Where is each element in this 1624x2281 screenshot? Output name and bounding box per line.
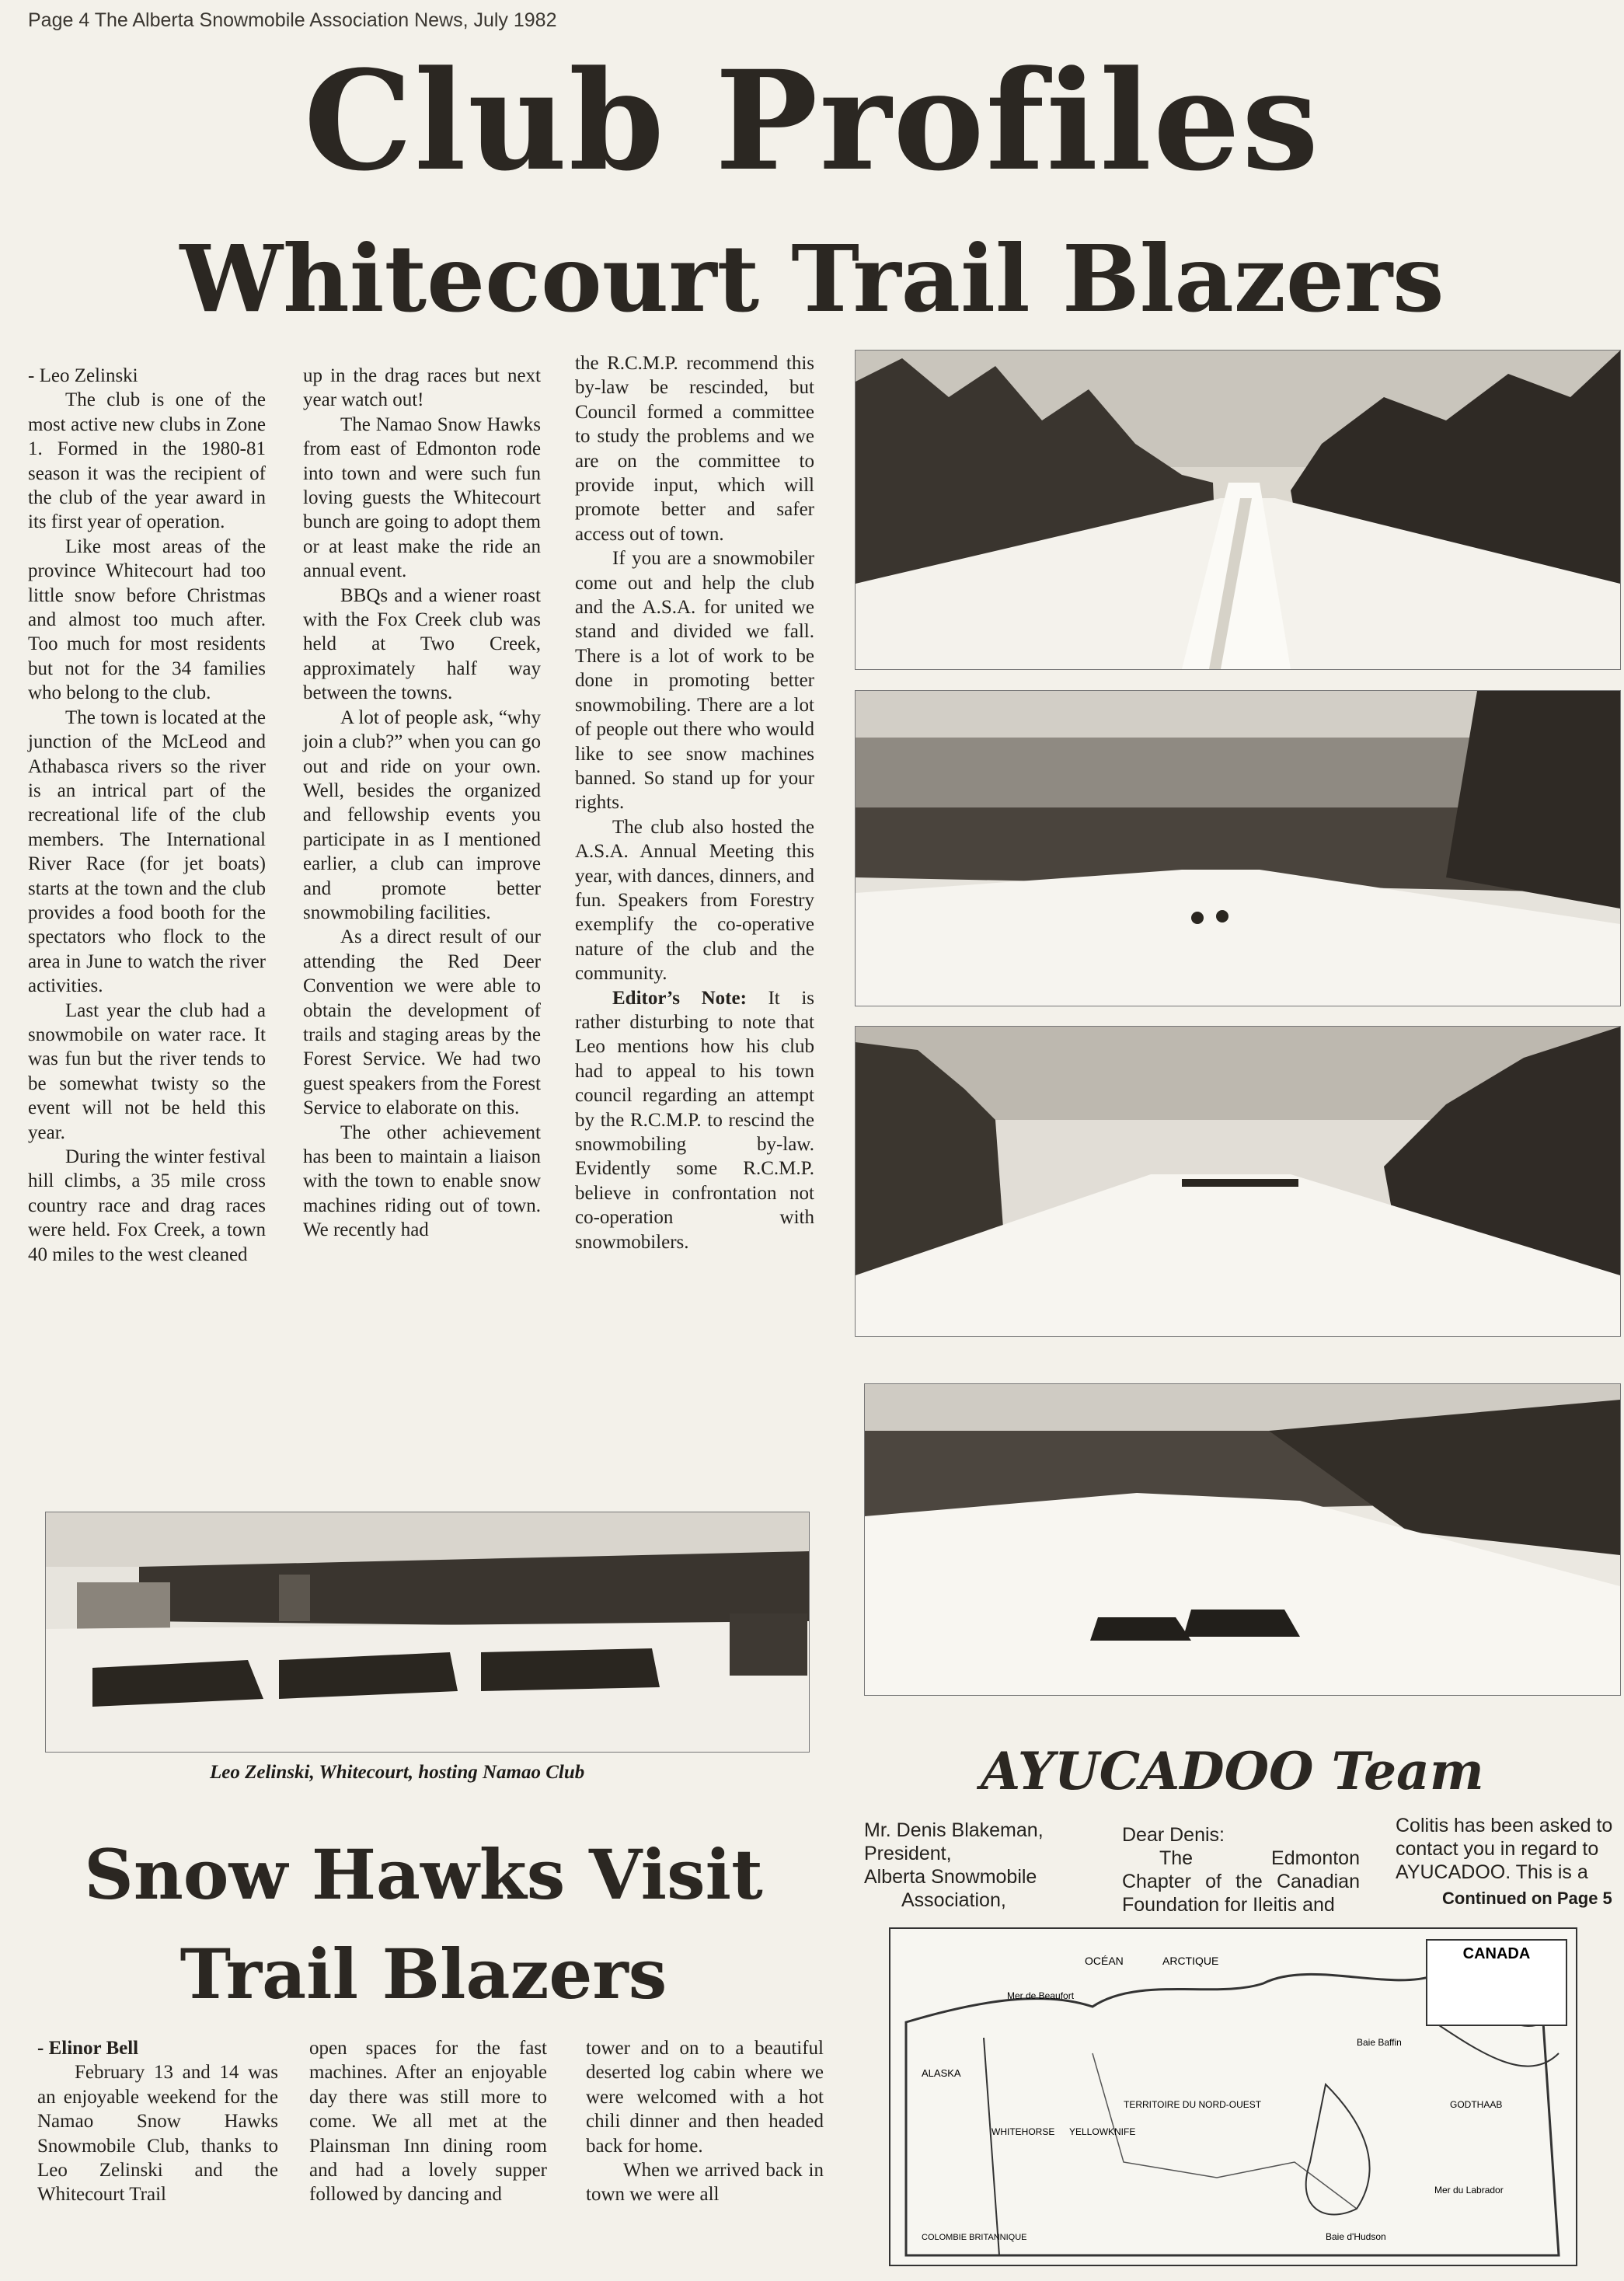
snow-hawks-column-2 [309,2036,547,2207]
paragraph: As a direct result of our attending the Red Deer Convention we were able to obtain the development of trails and staging areas by the Forest Service. We had two guest speakers from the Forest Service to elaborate on this. [303,926,541,1119]
ayucadoo-title: AYUCADOO Team [981,1741,1484,1801]
map-label: Baie Baffin [1357,2037,1402,2048]
paragraph: If you are a snowmobiler come out and help the club and the A.S.A. for united we stand and divided we fall. There is a lot of work to be done in promoting better snowmobiling. There are a lot of people out there who would like to see snow machines banned. So stand up for your rights. [575,548,814,814]
editors-note [575,986,814,1254]
map-label: GODTHAAB [1450,2099,1503,2110]
address-line: Mr. Denis Blakeman, [864,1819,1044,1841]
snowmobile-riders-photo [864,1383,1621,1696]
map-label: COLOMBIE BRITANNIQUE [922,2233,1027,2242]
editors-note-label: Editor’s Note: [612,987,747,1009]
paragraph: open spaces for the fast machines. After an enjoyable day there was still more to come. We all met at the Plainsman Inn dining room and had a lovely supper followed by dancing and [309,2038,547,2206]
snow-hawks-column-3 [586,2036,824,2207]
paragraph: A lot of people ask, “why join a club?” when you can go out and ride on your own. Well, besides the organized and fellowship events you participate in as I mentioned earlier, a club can improve and promote better snowmobiling facilities. [303,706,541,923]
letter-body [1122,1823,1360,1917]
byline: - Leo Zelinski [28,365,138,386]
snow-hawks-column-1 [37,2036,278,2207]
letter-paragraph: Colitis has been asked to contact you in regard to AYUCADOO. This is a [1396,1815,1613,1883]
snow-trail-photo-1 [855,350,1621,670]
paragraph: Like most areas of the province Whitecourt had too little snow before Christmas and almost too much after. Too much for most residents but not for the 34 families who belong to the club. [28,535,266,704]
letter-continuation [1396,1814,1621,1884]
paragraph: When we arrived back in town we were all [586,2160,824,2206]
map-label: ARCTIQUE [1162,1955,1219,1967]
article-column-2 [303,364,541,1243]
address-line: Association, [901,1889,1006,1911]
paragraph: The club also hosted the A.S.A. Annual Meeting this year, with dances, dinners, and fun. Speakers from Forestry exemplify the co-operative nature of the club and the community. [575,816,814,985]
paragraph: The other achievement has been to maintain a liaison with the town to enable snow machines riding out of town. We recently had [303,1121,541,1241]
paragraph: The Namao Snow Hawks from east of Edmonton rode into town and were such fun loving guests the Whitecourt bunch are going to adopt them or at least make the ride an annual event. [303,413,541,582]
snow-trail-photo-3 [855,1026,1621,1337]
namao-club-visit-photo [45,1512,810,1753]
snow-hawks-headline-line-1: Snow Hawks Visit [84,1834,763,1915]
paragraph: the R.C.M.P. recommend this by-law be rescinded, but Council formed a committee to study the problems and we are on the committee to provide input, which will promote better and safer access out of town. [575,353,814,545]
paragraph: BBQs and a wiener roast with the Fox Creek club was held at Two Creek, approximately half way between the towns. [303,584,541,704]
map-label-canada: CANADA [1462,1945,1531,1962]
paragraph: During the winter festival hill climbs, a 35 mile cross country race and drag races were held. Fox Creek, a town 40 miles to the west cleaned [28,1146,266,1265]
map-label: YELLOWKNIFE [1069,2126,1136,2137]
salutation: Dear Denis: [1122,1824,1225,1846]
article-column-1 [28,364,266,1267]
page-title: Club Profiles [303,40,1321,201]
snow-hawks-headline-line-2: Trail Blazers [179,1934,667,2014]
map-label: WHITEHORSE [991,2126,1055,2137]
map-label: ALASKA [922,2067,961,2079]
canada-map [889,1927,1577,2266]
map-label: Mer de Beaufort [1007,1990,1075,2001]
snow-trail-photo-2 [855,690,1621,1006]
article-column-3 [575,351,814,1254]
byline: - Elinor Bell [37,2038,139,2059]
map-label: OCÉAN [1085,1955,1124,1967]
paragraph: The club is one of the most active new clubs in Zone 1. Formed in the 1980-81 season it was the recipient of the club of the year award in its first year of operation. [28,389,266,533]
editors-note-text: It is rather disturbing to note that Leo mentions how his club had to appeal to his town council regarding an attempt by the R.C.M.P. to rescind the snowmobiling by-law. Evidently some R.C.M.P. believe in confrontation not co-operation with snowmobilers. [575,987,814,1253]
paragraph: The town is located at the junction of the McLeod and Athabasca rivers so the river is an intrical part of the recreational life of the club members. The International River Race (for jet boats) starts at the town and the club provides a food booth for the spectators who flock to the area in June to watch the river activities. [28,706,266,997]
paragraph: up in the drag races but next year watch out! [303,365,541,411]
continued-notice: Continued on Page 5 [1442,1889,1612,1908]
page-folio: Page 4 The Alberta Snowmobile Association News, July 1982 [28,9,557,31]
letter-paragraph: The Edmonton Chapter of the Canadian Foundation for Ileitis and [1122,1847,1360,1916]
address-line: Alberta Snowmobile [864,1866,1037,1888]
photo-caption: Leo Zelinski, Whitecourt, hosting Namao Club [210,1762,585,1783]
paragraph: Last year the club had a snowmobile on water race. It was fun but the river tends to be somewhat twisty so the event will not be held this year. [28,999,266,1143]
paragraph: tower and on to a beautiful deserted log cabin where we were welcomed with a hot chili dinner and then headed back for home. [586,2038,824,2157]
map-label: Baie d'Hudson [1326,2231,1386,2242]
letter-address [864,1819,1097,1912]
map-label: Mer du Labrador [1434,2185,1504,2196]
address-line: President, [864,1843,952,1864]
map-label: TERRITOIRE DU NORD-OUEST [1124,2099,1262,2110]
paragraph: February 13 and 14 was an enjoyable weekend for the Namao Snow Hawks Snowmobile Club, thanks to Leo Zelinski and the Whitecourt Trail [37,2062,278,2206]
article-headline: Whitecourt Trail Blazers [179,225,1445,333]
